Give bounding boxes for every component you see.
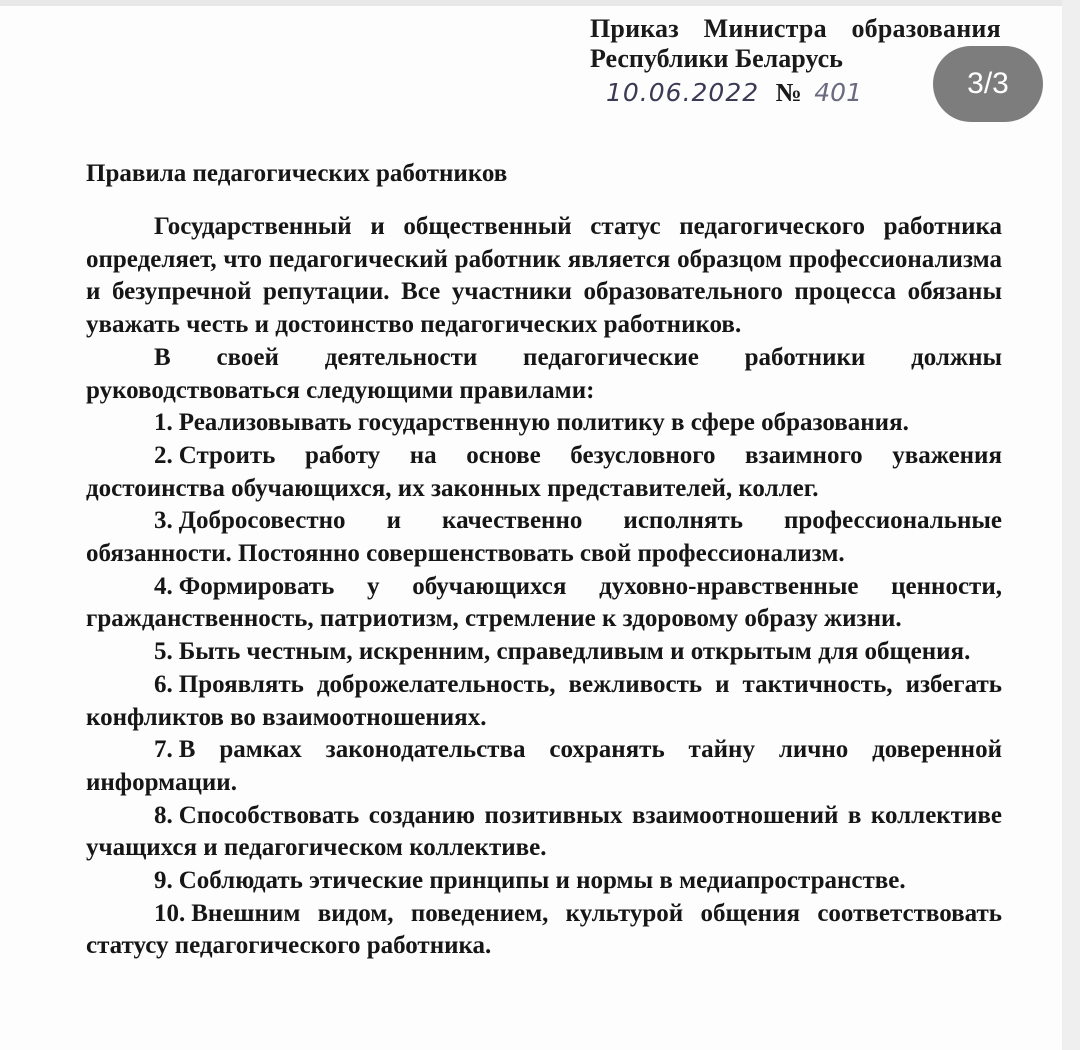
rule-number: 1. <box>154 409 173 437</box>
rule-number: 8. <box>154 801 173 829</box>
right-edge <box>1062 0 1080 1050</box>
order-date: 10.06.2022 <box>606 78 760 107</box>
document-page <box>0 6 1062 1050</box>
rule-text: Формировать у обучающихся духовно-нравственные ценности, гражданственность, патриотизм, стремление к здоровому образу жизни. <box>86 572 1002 633</box>
rule-number: 10. <box>154 899 186 927</box>
rule-item <box>86 734 1002 799</box>
document-title: Правила педагогических работников <box>86 160 508 187</box>
rule-number: 6. <box>154 670 173 698</box>
rule-text: Добросовестно и качественно исполнять профессиональные обязанности. Постоянно совершенствовать свой профессионализм. <box>86 507 1002 568</box>
rule-item <box>86 440 1002 505</box>
rule-text: Строить работу на основе безусловного взаимного уважения достоинства обучающихся, их законных представителей, коллег. <box>86 441 1002 502</box>
rule-text: Проявлять доброжелательность, вежливость и тактичность, избегать конфликтов во взаимоотношениях. <box>86 670 1002 731</box>
rule-item <box>86 505 1002 570</box>
rule-number: 4. <box>154 572 173 600</box>
rule-number: 2. <box>154 441 173 469</box>
document-body <box>86 211 1002 963</box>
rule-text: Способствовать созданию позитивных взаимоотношений в коллективе учащихся и педагогическом коллективе. <box>86 801 1002 862</box>
header-line-2: Республики Беларусь <box>590 44 843 73</box>
rule-text: В рамках законодательства сохранять тайну лично доверенной информации. <box>86 736 1002 796</box>
rule-text: Быть честным, искренним, справедливым и открытым для общения. <box>178 638 971 666</box>
rule-item <box>86 898 1002 963</box>
rule-item <box>86 669 1002 734</box>
order-number: 401 <box>814 78 862 107</box>
rule-number: 5. <box>154 638 173 666</box>
rule-item <box>86 636 1002 669</box>
rules-lead-paragraph: В своей деятельности педагогические работники должны руководствоваться следующими правилами: <box>86 343 1002 404</box>
rules-list <box>86 407 1002 963</box>
intro-paragraph: Государственный и общественный статус педагогического работника определяет, что педагогический работник является образцом профессионализма и безупречной репутации. Все участники образовательного процесса обязаны уважать честь и достоинство педагогических работников. <box>86 213 1002 339</box>
rule-number: 9. <box>154 867 173 895</box>
rule-text: Соблюдать этические принципы и нормы в медиапространстве. <box>178 867 906 895</box>
rule-number: 3. <box>154 507 173 535</box>
rule-item <box>86 865 1002 898</box>
rule-item <box>86 571 1002 636</box>
rule-number: 7. <box>154 736 173 764</box>
page-indicator-badge: 3/3 <box>933 46 1043 122</box>
rule-text: Реализовывать государственную политику в сфере образования. <box>178 409 909 437</box>
rule-text: Внешним видом, поведением, культурой общения соответствовать статусу педагогического работника. <box>86 899 1002 960</box>
order-date-row <box>606 78 862 114</box>
rule-item <box>86 800 1002 865</box>
header-line-1: Приказ Министра образования <box>590 14 1001 43</box>
number-sign: № <box>775 78 802 107</box>
rule-item <box>86 407 1002 440</box>
